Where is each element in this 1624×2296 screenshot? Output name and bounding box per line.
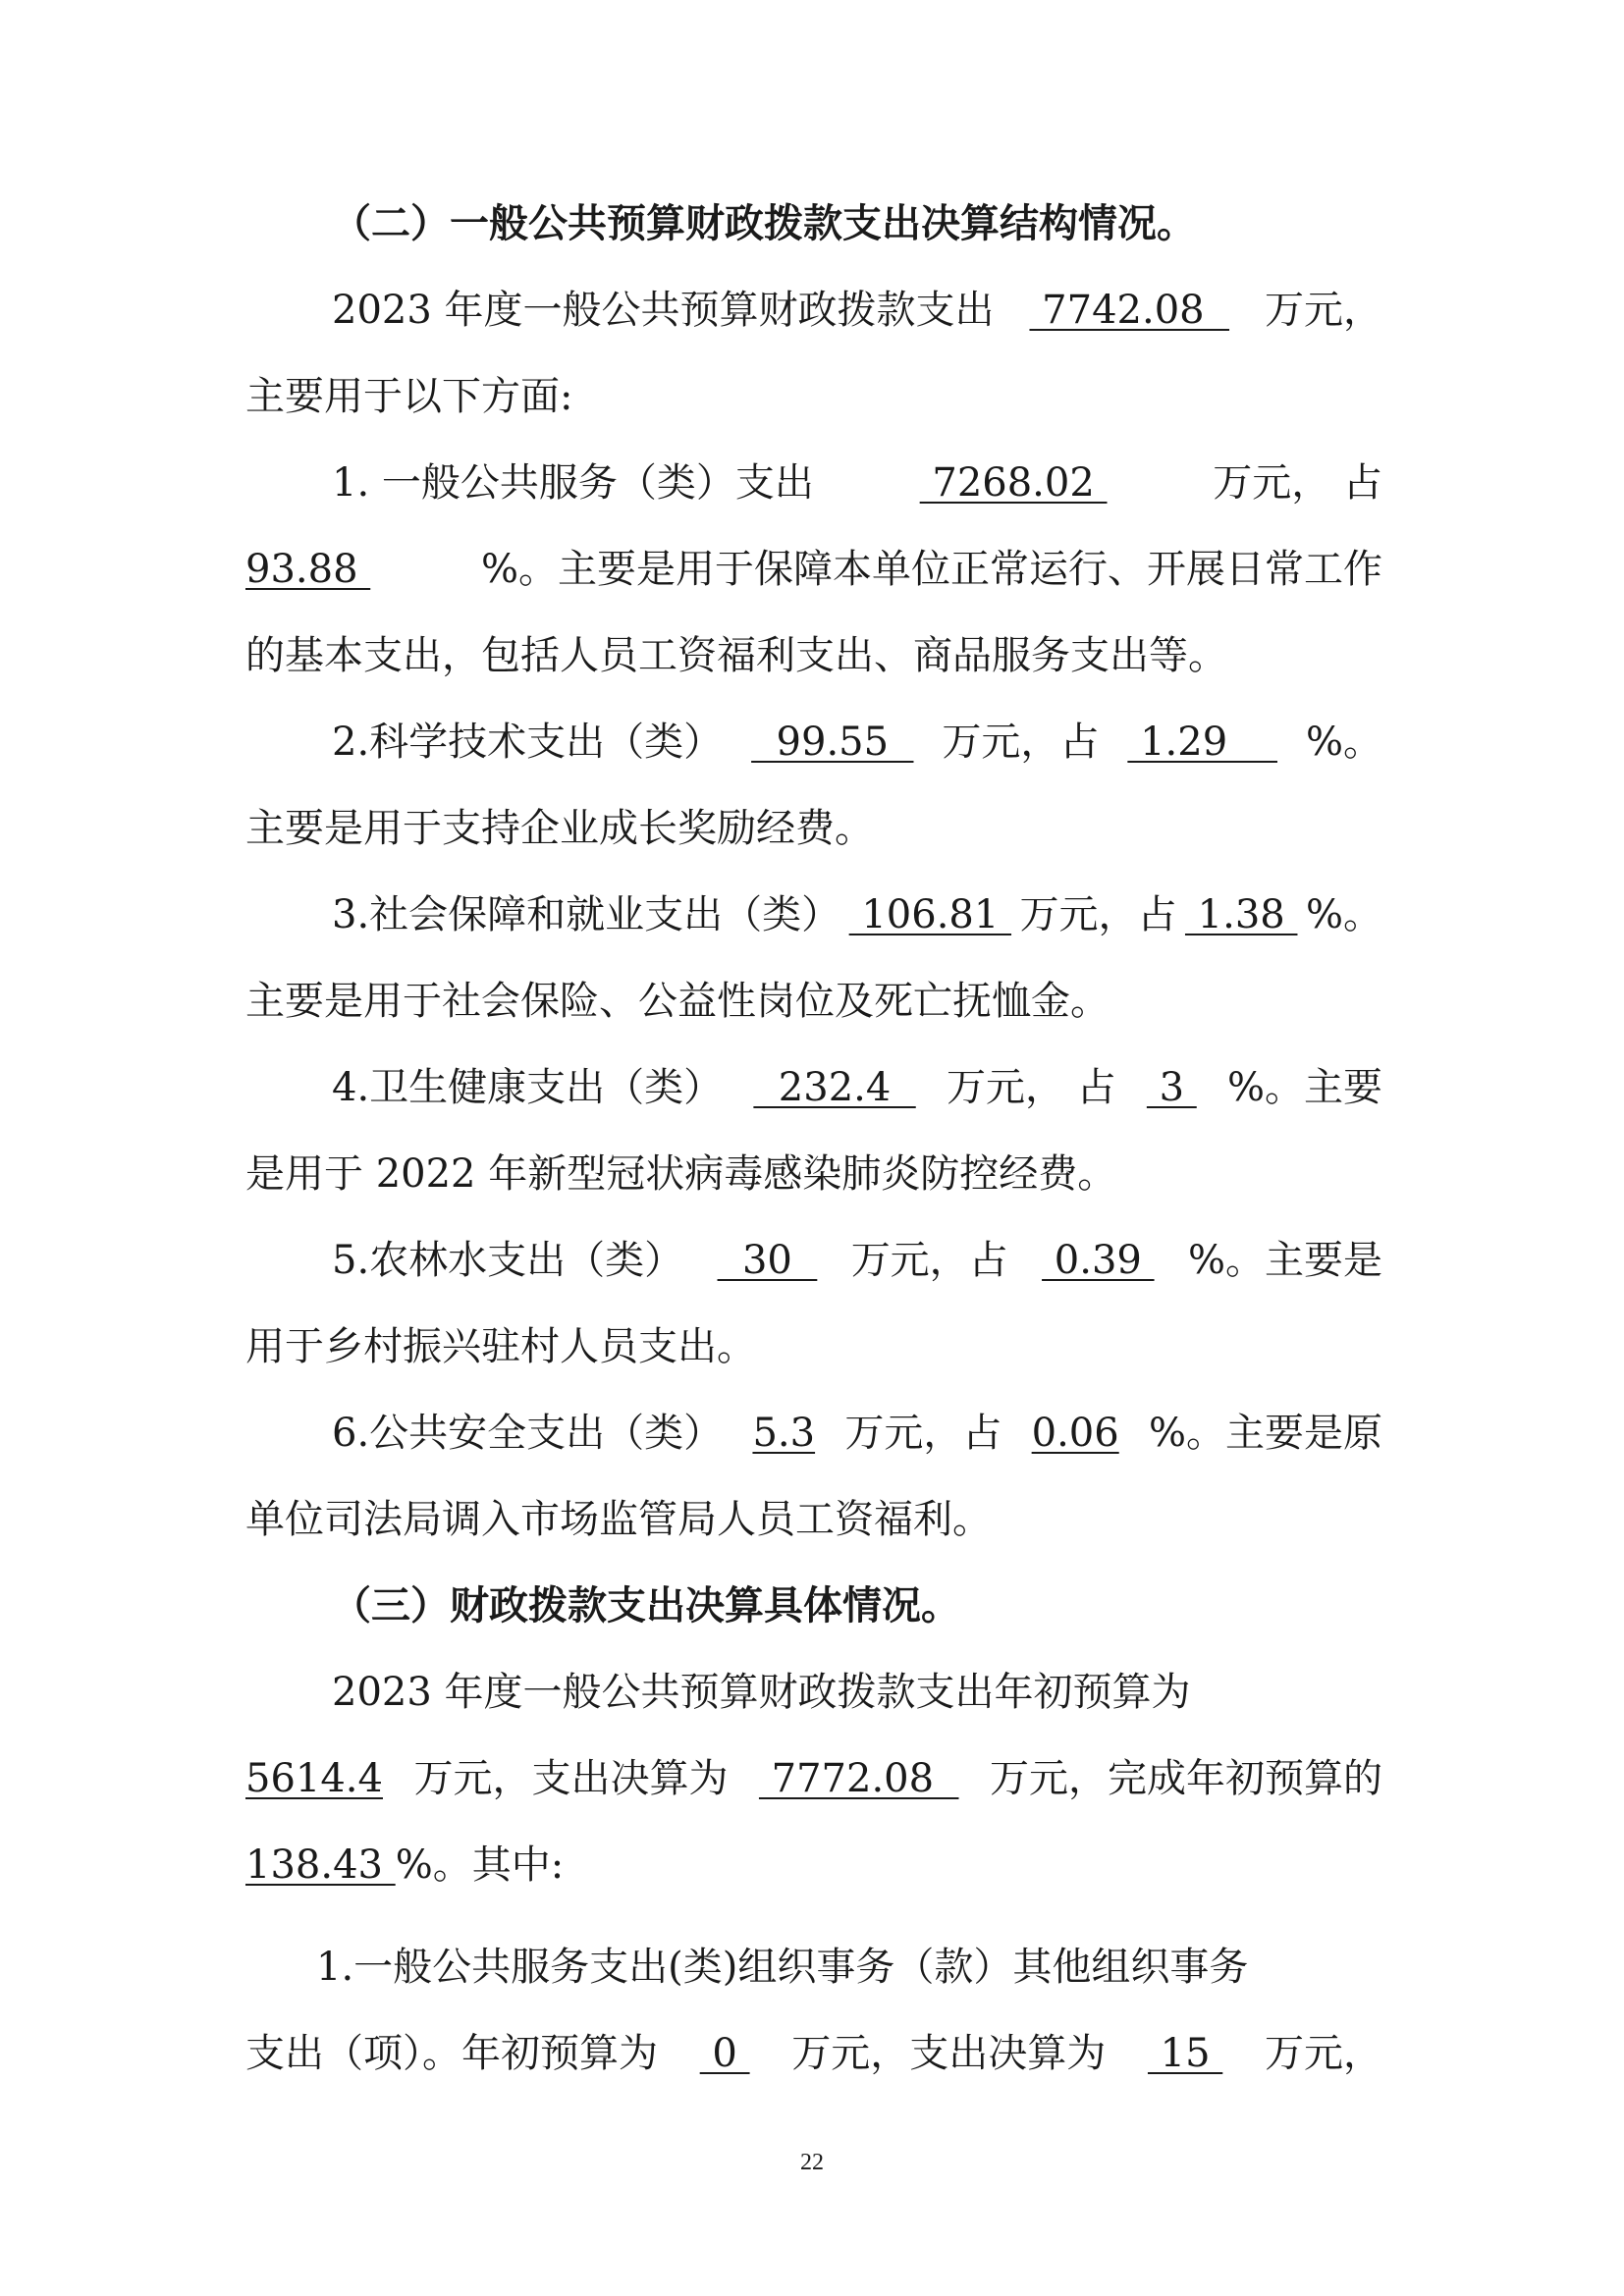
sec3-item-1-budget: 0 xyxy=(699,2031,750,2076)
item-2-line-1 xyxy=(332,715,1382,770)
text: 万元， 占 xyxy=(946,1065,1116,1110)
text: 万元，支出决算为 xyxy=(791,2031,1107,2076)
text: %。 xyxy=(1305,720,1382,765)
item-5-line-2: 用于乡村振兴驻村人员支出。 xyxy=(245,1324,756,1369)
item-5-percent: 0.39 xyxy=(1042,1238,1155,1283)
sec3-item-1-line-1: 1.一般公共服务支出(类)组织事务（款）其他组织事务 xyxy=(316,1945,1249,1990)
item-2-line-2: 主要是用于支持企业成长奖励经费。 xyxy=(245,806,874,851)
item-4-line-1 xyxy=(332,1060,1382,1115)
item-4-percent: 3 xyxy=(1146,1065,1197,1110)
sec3-intro-line-1: 2023 年度一般公共预算财政拨款支出年初预算为 xyxy=(332,1670,1191,1715)
item-5-amount: 30 xyxy=(717,1238,818,1283)
item-1-line-1 xyxy=(332,455,1382,510)
item-3-line-1 xyxy=(332,887,1382,942)
item-4-amount: 232.4 xyxy=(753,1065,916,1110)
total-expenditure-value: 7742.08 xyxy=(1029,288,1230,333)
text: %。主要是原 xyxy=(1148,1411,1382,1456)
paragraph-intro xyxy=(332,283,1382,338)
item-2-percent: 1.29 xyxy=(1127,720,1277,765)
section-heading-3: （三）财政拨款支出决算具体情况。 xyxy=(332,1582,960,1629)
item-2-amount: 99.55 xyxy=(751,720,914,765)
text: 万元， 占 xyxy=(1213,460,1382,506)
item-3-percent: 1.38 xyxy=(1184,892,1298,937)
item-5-line-1 xyxy=(332,1233,1382,1288)
sec3-intro-line-3 xyxy=(245,1838,564,1893)
sec3-intro-line-2 xyxy=(245,1751,1382,1806)
text: 万元，支出决算为 xyxy=(413,1756,729,1801)
text: 2023 年度一般公共预算财政拨款支出 xyxy=(332,288,995,333)
text: 万元， xyxy=(1264,2031,1382,2076)
item-6-line-1 xyxy=(332,1406,1382,1461)
sec3-item-1-expenditure: 15 xyxy=(1147,2031,1223,2076)
text: %。其中: xyxy=(395,1842,565,1888)
text: %。 xyxy=(1305,892,1382,937)
page-number: 22 xyxy=(800,2150,824,2175)
text: 万元，占 xyxy=(844,1411,1002,1456)
section-heading-2: （二）一般公共预算财政拨款支出决算结构情况。 xyxy=(332,200,1196,246)
text: 6.公共安全支出（类） xyxy=(332,1411,724,1456)
text: 1. 一般公共服务（类）支出 xyxy=(332,460,814,506)
text: %。主要 xyxy=(1226,1065,1382,1110)
item-6-line-2: 单位司法局调入市场监管局人员工资福利。 xyxy=(245,1497,992,1542)
text: 4.卫生健康支出（类） xyxy=(332,1065,724,1110)
text: 万元，占 xyxy=(942,720,1100,765)
item-6-amount: 5.3 xyxy=(752,1411,816,1456)
paragraph-line: 主要用于以下方面: xyxy=(245,374,573,419)
text: 支出（项）。年初预算为 xyxy=(245,2031,658,2076)
text: 万元，占 xyxy=(850,1238,1008,1283)
completion-rate-value: 138.43 xyxy=(245,1842,396,1888)
item-6-percent: 0.06 xyxy=(1031,1411,1119,1456)
item-1-line-2 xyxy=(245,542,1382,597)
text: 万元， xyxy=(1264,288,1382,333)
text: 2.科学技术支出（类） xyxy=(332,720,724,765)
text: 3.社会保障和就业支出（类） xyxy=(332,892,841,937)
item-4-line-2: 是用于 2022 年新型冠状病毒感染肺炎防控经费。 xyxy=(245,1151,1117,1197)
item-3-amount: 106.81 xyxy=(848,892,1012,937)
item-1-percent: 93.88 xyxy=(245,547,371,592)
text: %。主要是 xyxy=(1187,1238,1382,1283)
text: %。主要是用于保障本单位正常运行、开展日常工作 xyxy=(480,547,1382,592)
item-1-amount: 7268.02 xyxy=(919,460,1108,506)
item-1-line-3: 的基本支出，包括人员工资福利支出、商品服务支出等。 xyxy=(245,633,1227,678)
sec3-item-1-line-2 xyxy=(245,2026,1382,2081)
text: 万元，占 xyxy=(1019,892,1177,937)
text: 万元，完成年初预算的 xyxy=(989,1756,1382,1801)
final-expenditure-value: 7772.08 xyxy=(758,1756,959,1801)
item-3-line-2: 主要是用于社会保险、公益性岗位及死亡抚恤金。 xyxy=(245,979,1110,1024)
initial-budget-value: 5614.4 xyxy=(245,1756,383,1801)
text: 5.农林水支出（类） xyxy=(332,1238,684,1283)
